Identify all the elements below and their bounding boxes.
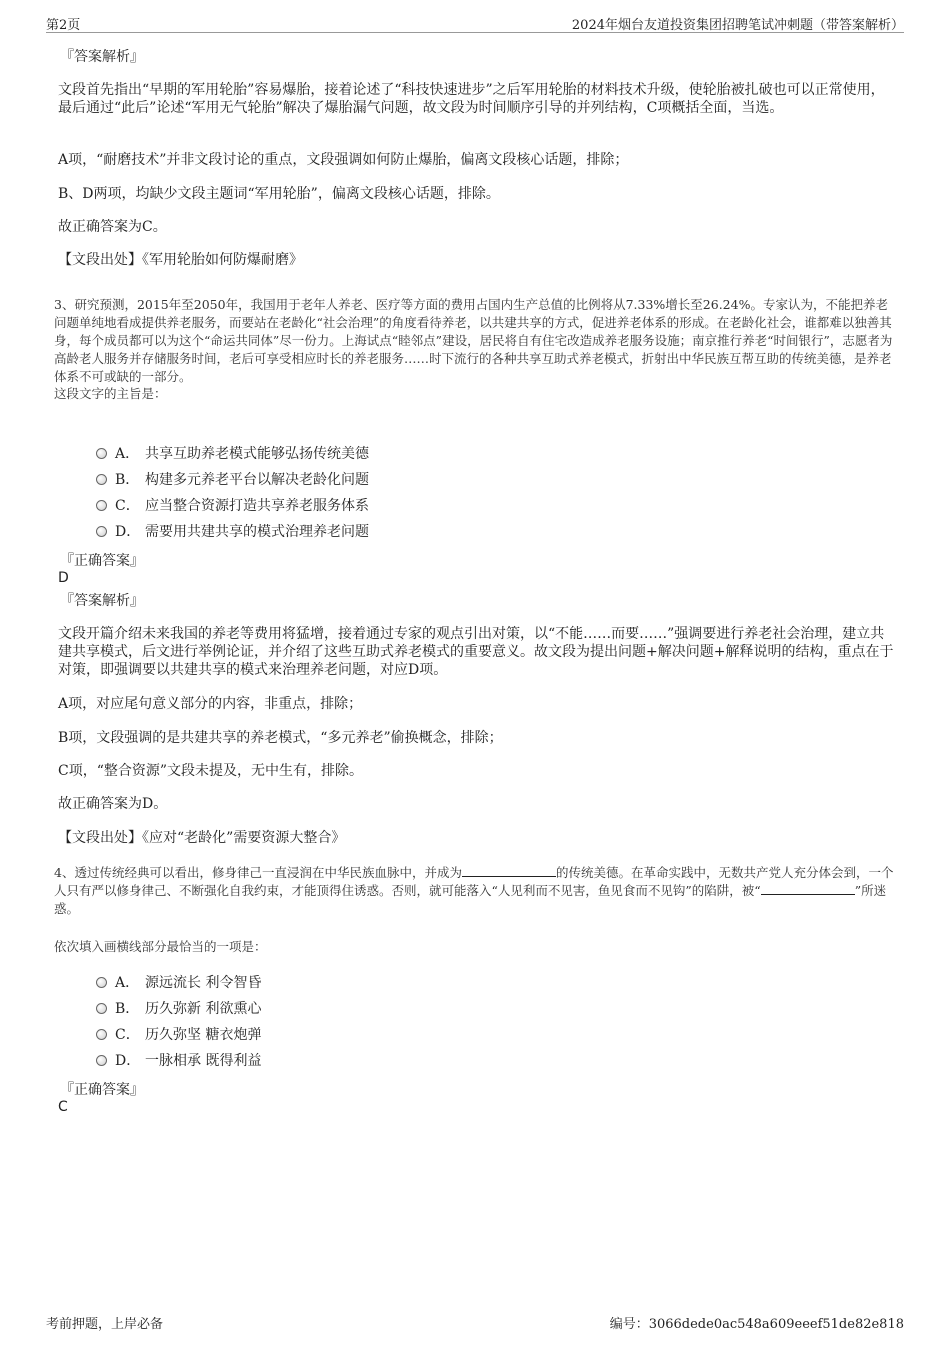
analysis-paragraph: B、D两项，均缺少文段主题词“军用轮胎”，偏离文段核心话题，排除。 bbox=[58, 186, 500, 202]
radio-icon[interactable] bbox=[96, 474, 107, 485]
radio-icon[interactable] bbox=[96, 1029, 107, 1040]
radio-icon[interactable] bbox=[96, 1003, 107, 1014]
passage-source: 【文段出处】《应对“老龄化”需要资源大整合》 bbox=[58, 830, 346, 846]
analysis-paragraph: 故正确答案为D。 bbox=[58, 796, 168, 812]
page-header bbox=[46, 14, 904, 33]
option-c[interactable]: C． 应当整合资源打造共享养老服务体系 bbox=[96, 496, 369, 516]
question-prompt: 这段文字的主旨是： bbox=[54, 386, 167, 401]
question-stem: 3、研究预测，2015年至2050年，我国用于老年人养老、医疗等方面的费用占国内生产总值的比例将从7.33%增长至26.24%。专家认为，不能把养老问题单纯地看成提供养老服务，而要站在老龄化“社会治理”的角度看待养老，以共建共享的方式，促进养老体系的形成。在老龄化社会，谁都难以独善其身，每个成员都可以为这个“命运共同体”尽一份力。上海试点“睦邻点”建设，居民将自有住宅改造成养老服务设施；南京推行养老“时间银行”，志愿者为高龄老人服务并存储服务时间，老后可享受相应时长的养老服务……时下流行的各种共享互助式养老模式，折射出中华民族互帮互助的传统美德，是养老体系不可或缺的一部分。 bbox=[54, 297, 893, 384]
radio-icon[interactable] bbox=[96, 448, 107, 459]
document-id: 编号：3066dede0ac548a609eeef51de82e818 bbox=[609, 1317, 904, 1332]
option-b[interactable]: B． 构建多元养老平台以解决老龄化问题 bbox=[96, 470, 369, 490]
analysis-label: 『答案解析』 bbox=[60, 49, 144, 65]
fill-blank bbox=[462, 864, 556, 877]
analysis-paragraph: C项，“整合资源”文段未提及，无中生有，排除。 bbox=[58, 763, 364, 779]
option-a[interactable]: A． 源远流长 利令智昏 bbox=[96, 973, 261, 993]
correct-answer-label: 『正确答案』 bbox=[60, 1082, 144, 1098]
analysis-paragraph: A项，对应尾句意义部分的内容，非重点，排除； bbox=[58, 696, 363, 712]
fill-blank bbox=[761, 882, 855, 895]
radio-icon[interactable] bbox=[96, 1055, 107, 1066]
passage-source: 【文段出处】《军用轮胎如何防爆耐磨》 bbox=[58, 252, 303, 268]
option-b[interactable]: B． 历久弥新 利欲熏心 bbox=[96, 999, 261, 1019]
page-number: 第2页 bbox=[46, 18, 81, 33]
question-prompt: 依次填入画横线部分最恰当的一项是： bbox=[54, 939, 267, 954]
option-d[interactable]: D． 需要用共建共享的模式治理养老问题 bbox=[96, 522, 369, 542]
analysis-paragraph: 文段开篇介绍未来我国的养老等费用将猛增，接着通过专家的观点引出对策，以“不能……而要……”强调要进行养老社会治理，建立共建共享模式，后文进行举例论证，并介绍了这些互助式养老模式的重要意义。故文段为提出问题+解决问题+解释说明的结构，重点在于对策，即强调要以共建共享的模式来治理养老问题，对应D项。 bbox=[58, 626, 894, 678]
analysis-paragraph: A项，“耐磨技术”并非文段讨论的重点，文段强调如何防止爆胎，偏离文段核心话题，排除； bbox=[58, 152, 629, 168]
correct-answer-label: 『正确答案』 bbox=[60, 553, 144, 569]
question-stem: 4、透过传统经典可以看出，修身律己一直浸润在中华民族血脉中，并成为 的传统美德。在革命实践中，无数共产党人充分体会到，一个人只有严以修身律己、不断强化自我约束，才能顶得住诱惑。否则，就可能落入“人见利而不见害，鱼见食而不见钩”的陷阱，被“ ”所迷惑。 bbox=[54, 865, 894, 916]
analysis-paragraph: 文段首先指出“早期的军用轮胎”容易爆胎，接着论述了“科技快速进步”之后军用轮胎的材料技术升级，使轮胎被扎破也可以正常使用，最后通过“此后”论述“军用无气轮胎”解决了爆胎漏气问题，故文段为时间顺序引导的并列结构，C项概括全面，当选。 bbox=[58, 82, 885, 116]
correct-answer: D bbox=[58, 570, 69, 586]
option-a[interactable]: A． 共享互助养老模式能够弘扬传统美德 bbox=[96, 444, 369, 464]
option-c[interactable]: C． 历久弥坚 糖衣炮弹 bbox=[96, 1025, 261, 1045]
correct-answer: C bbox=[58, 1099, 68, 1115]
radio-icon[interactable] bbox=[96, 500, 107, 511]
document-title: 2024年烟台友道投资集团招聘笔试冲刺题（带答案解析） bbox=[571, 18, 904, 33]
radio-icon[interactable] bbox=[96, 526, 107, 537]
option-d[interactable]: D． 一脉相承 既得利益 bbox=[96, 1051, 261, 1071]
footer-slogan: 考前押题，上岸必备 bbox=[46, 1317, 164, 1332]
radio-icon[interactable] bbox=[96, 977, 107, 988]
analysis-paragraph: B项，文段强调的是共建共享的养老模式，“多元养老”偷换概念，排除； bbox=[58, 730, 503, 746]
analysis-paragraph: 故正确答案为C。 bbox=[58, 219, 167, 235]
page-footer bbox=[46, 1313, 904, 1331]
analysis-label: 『答案解析』 bbox=[60, 593, 144, 609]
